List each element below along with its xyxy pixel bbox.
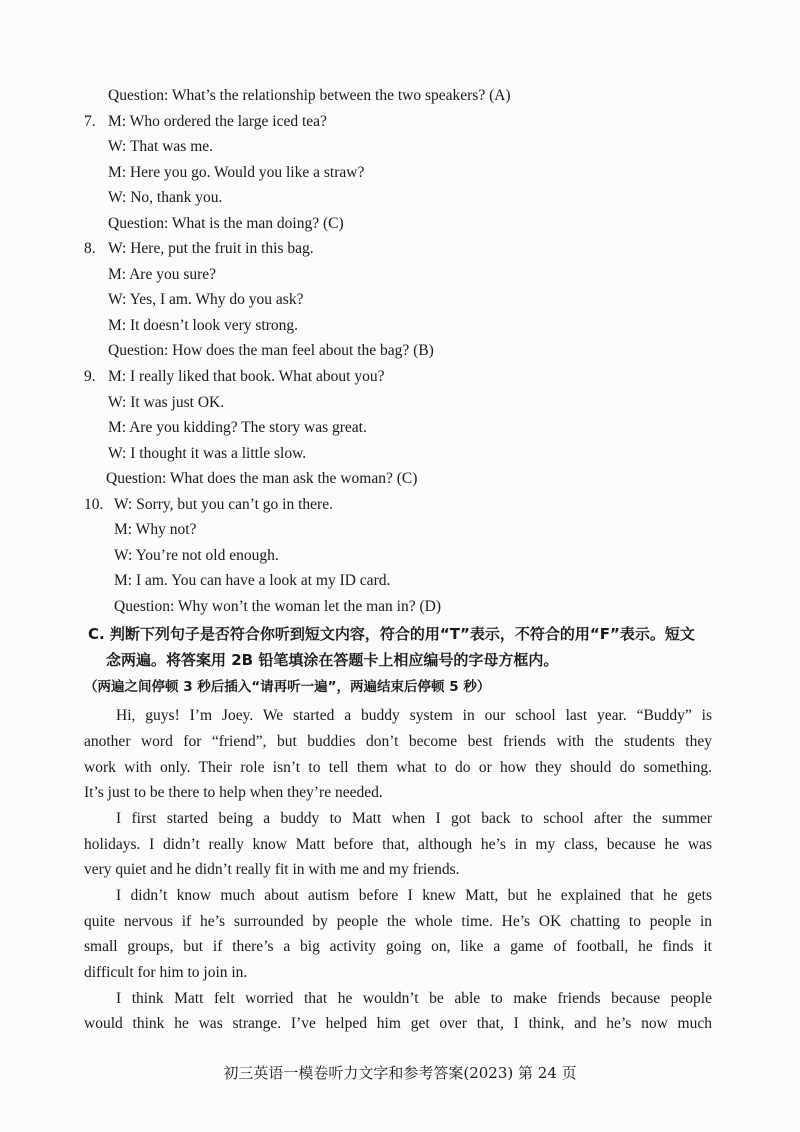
dialogue-line: M: It doesn’t look very strong.: [108, 317, 299, 334]
q6-question: Question: What’s the relationship between the two speakers? (A): [108, 87, 511, 104]
passage-line: Hi, guys! I’m Joey. We started a buddy system in our school last year. “Buddy” is: [116, 707, 712, 724]
dialogue-line: M: Are you kidding? The story was great.: [108, 419, 367, 436]
dialogue-9-number: 9.: [84, 368, 96, 385]
dialogue-line: M: Why not?: [114, 521, 197, 538]
section-c-title-cont: 念两遍。将答案用 2B 铅笔填涂在答题卡上相应编号的字母方框内。: [106, 651, 559, 669]
dialogue-line: W: Sorry, but you can’t go in there.: [114, 496, 333, 513]
dialogue-question: Question: Why won’t the woman let the man in? (D): [114, 598, 442, 615]
dialogue-line: W: That was me.: [108, 138, 214, 155]
dialogue-line: M: Are you sure?: [108, 266, 217, 283]
passage-line: quite nervous if he’s surrounded by people the whole time. He’s OK chatting to people in: [84, 913, 712, 930]
dialogue-8-number: 8.: [84, 240, 96, 257]
dialogue-line: M: I really liked that book. What about you?: [108, 368, 385, 385]
dialogue-question: Question: What does the man ask the woman? (C): [106, 470, 418, 487]
passage-line: I first started being a buddy to Matt when I got back to school after the summer: [116, 810, 712, 827]
dialogue-line: W: It was just OK.: [108, 394, 225, 411]
passage-line: work with only. Their role isn’t to tell them what to do or how they should do something.: [84, 759, 712, 776]
passage-line: It’s just to be there to help when they’re needed.: [84, 784, 383, 801]
page-footer: 初三英语一模卷听力文字和参考答案(2023) 第 24 页: [223, 1064, 577, 1082]
passage-line: small groups, but if there’s a big activity going on, like a game of football, he finds it: [84, 938, 712, 955]
dialogue-question: Question: What is the man doing? (C): [108, 215, 344, 232]
passage-line: I didn’t know much about autism before I knew Matt, but he explained that he gets: [116, 887, 712, 904]
dialogue-line: W: Yes, I am. Why do you ask?: [108, 291, 304, 308]
dialogue-line: W: Here, put the fruit in this bag.: [108, 240, 314, 257]
dialogue-line: W: You’re not old enough.: [114, 547, 279, 564]
section-c-title: C. 判断下列句子是否符合你听到短文内容，符合的用“T”表示，不符合的用“F”表示。短文: [88, 625, 695, 643]
dialogue-line: M: Who ordered the large iced tea?: [108, 113, 327, 130]
dialogue-question: Question: How does the man feel about the bag? (B): [108, 342, 434, 359]
dialogue-line: W: No, thank you.: [108, 189, 223, 206]
passage-line: would think he was strange. I’ve helped him get over that, I think, and he’s now much: [84, 1015, 712, 1032]
dialogue-line: W: I thought it was a little slow.: [108, 445, 307, 462]
dialogue-7-number: 7.: [84, 113, 96, 130]
dialogue-line: M: I am. You can have a look at my ID card.: [114, 572, 391, 589]
passage-line: another word for “friend”, but buddies don’t become best friends with the students they: [84, 733, 712, 750]
passage-line: very quiet and he didn’t really fit in with me and my friends.: [84, 861, 460, 878]
passage-line: difficult for him to join in.: [84, 964, 248, 981]
section-c-note: （两遍之间停顿 3 秒后插入“请再听一遍”，两遍结束后停顿 5 秒）: [84, 679, 491, 695]
dialogue-line: M: Here you go. Would you like a straw?: [108, 164, 365, 181]
dialogue-10-number: 10.: [84, 496, 104, 513]
passage-line: holidays. I didn’t really know Matt before that, although he’s in my class, because he was: [84, 836, 712, 853]
passage-line: I think Matt felt worried that he wouldn’t be able to make friends because people: [116, 990, 712, 1007]
